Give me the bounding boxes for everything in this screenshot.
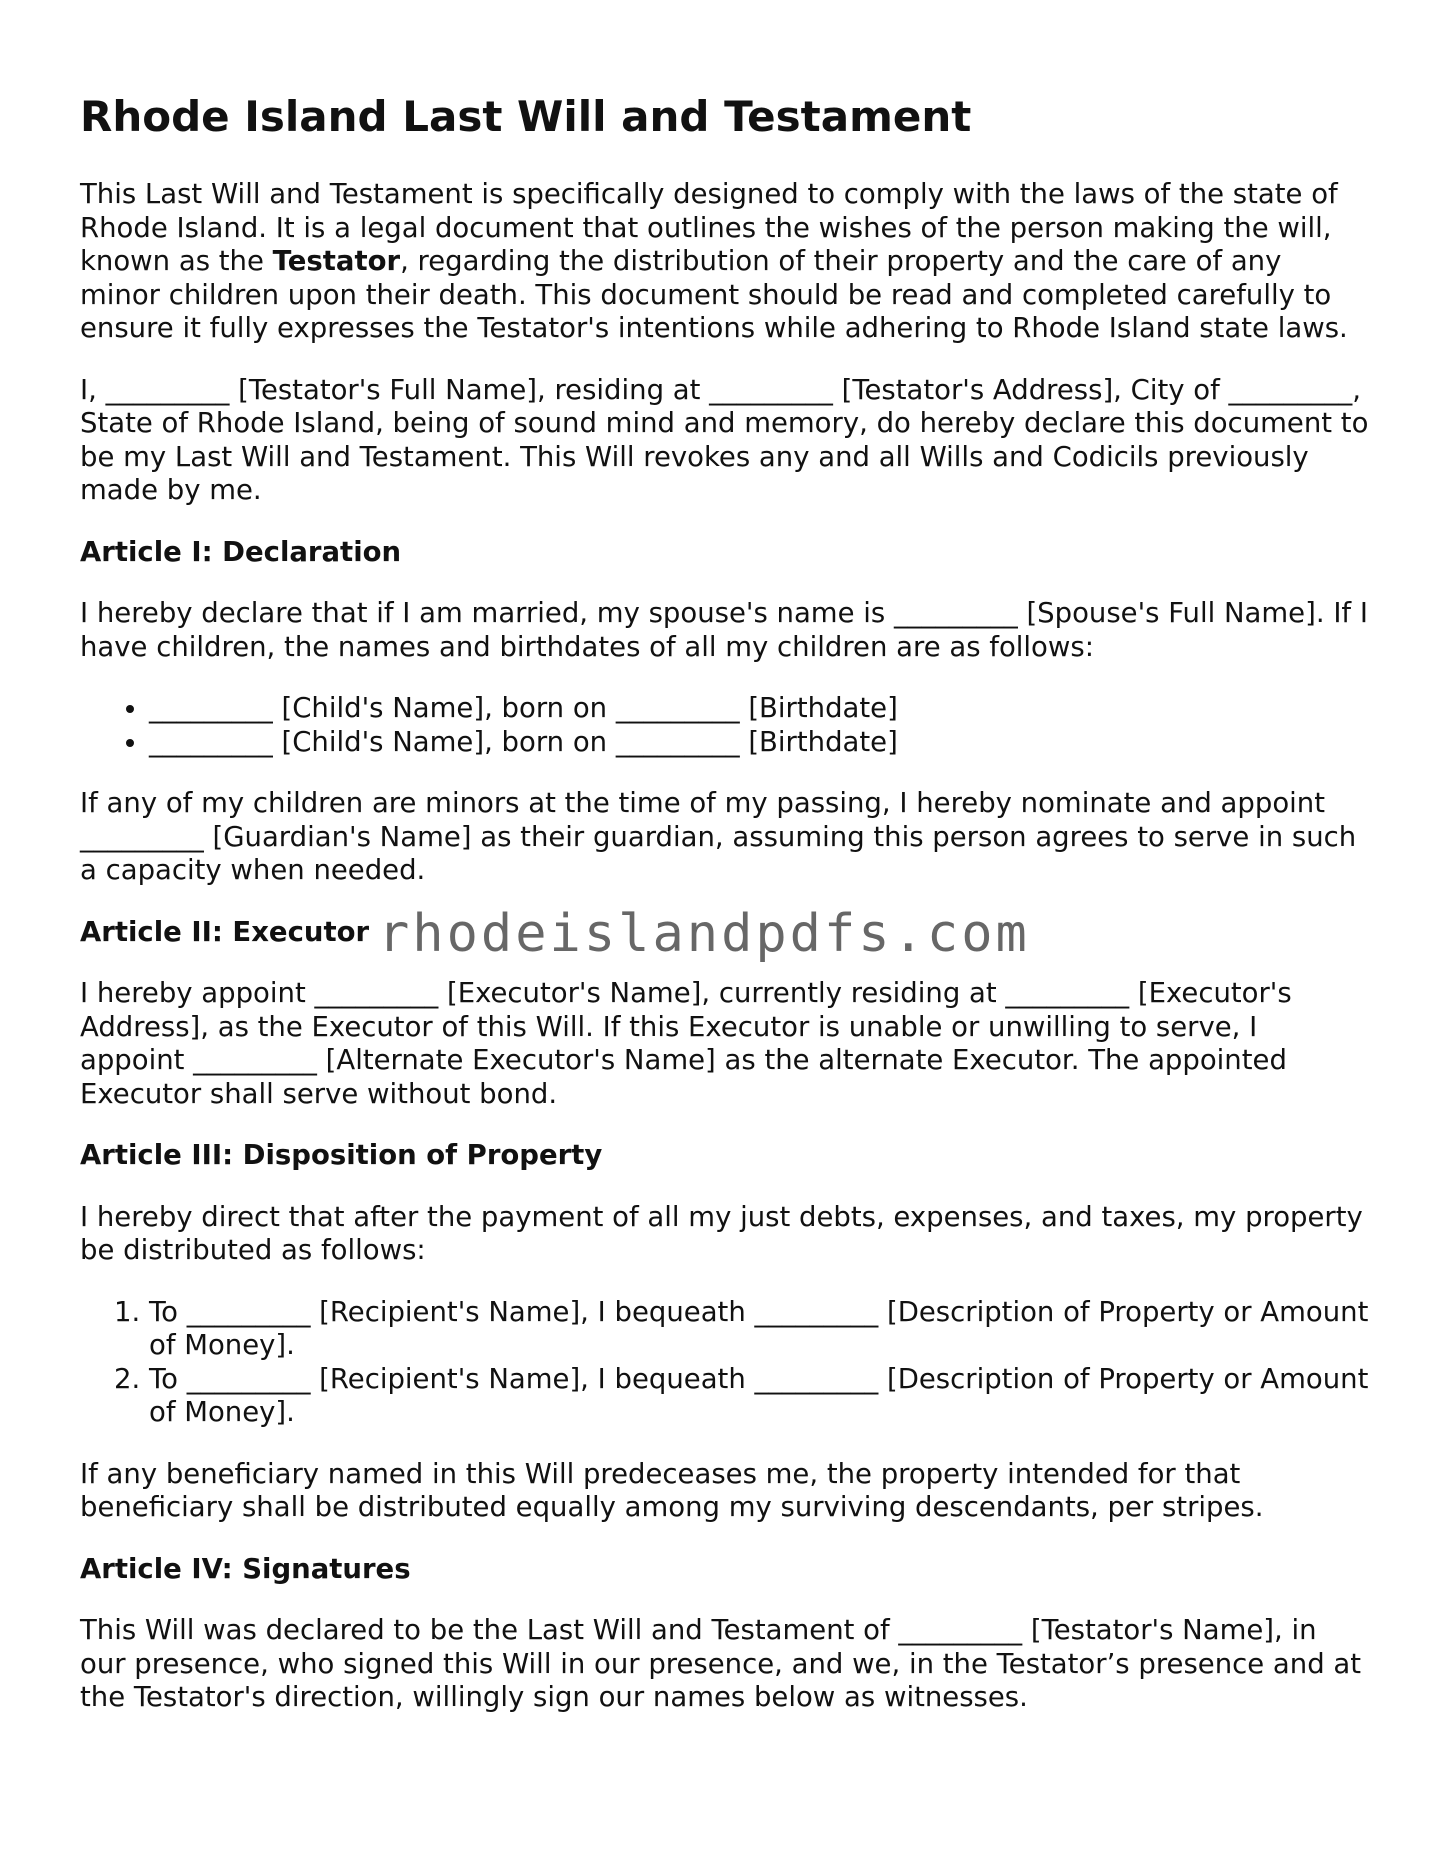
list-item: 1. To _________ [Recipient's Name], I bequeath _________ [Description of Property or Amount of Money]. bbox=[149, 1296, 1370, 1363]
children-list bbox=[80, 692, 1370, 759]
list-item: • _________ [Child's Name], born on _________ [Birthdate] bbox=[149, 692, 1370, 726]
article-1-heading: Article I: Declaration bbox=[80, 535, 402, 568]
document-page bbox=[80, 92, 1370, 1743]
intro-text-end: , regarding the distribution of their property and the care of any minor children upon their death. This document should be read and completed carefully to ensure it fully expresses the Testator's intentions while adhering to Rhode Island state laws. bbox=[80, 245, 1348, 345]
bequests-list bbox=[80, 1296, 1370, 1430]
list-item: 2. To _________ [Recipient's Name], I bequeath _________ [Description of Property or Amount of Money]. bbox=[149, 1363, 1370, 1430]
intro-text-start: This Last Will and Testament is specifically designed to comply with the laws of the state of Rhode Island. It is a legal document that outlines the wishes of the person making the will, known as the bbox=[80, 178, 1338, 278]
article-2-heading: Article II: Executor bbox=[80, 915, 370, 948]
list-item: • _________ [Child's Name], born on _________ [Birthdate] bbox=[149, 726, 1370, 760]
article-3-heading: Article III: Disposition of Property bbox=[80, 1139, 603, 1172]
testator-term: Testator bbox=[272, 245, 401, 278]
article-3-paragraph-1: I hereby direct that after the payment of all my just debts, expenses, and taxes, my property be distributed as follows: bbox=[80, 1200, 1363, 1267]
page-title: Rhode Island Last Will and Testament bbox=[80, 92, 972, 141]
article-4-heading: Article IV: Signatures bbox=[80, 1552, 411, 1585]
article-4-paragraph: This Will was declared to be the Last Will and Testament of _________ [Testator's Name], in our presence, who signed this Will in our presence, and we, in the Testator’s presence and at the Testator's direction, willingly sign our names below as witnesses. bbox=[80, 1614, 1362, 1714]
article-1-paragraph-1: I hereby declare that if I am married, my spouse's name is _________ [Spouse's Full Name]. If I have children, the names and birthdates of all my children are as follows: bbox=[80, 597, 1368, 663]
article-3-paragraph-2: If any beneficiary named in this Will predeceases me, the property intended for that beneficiary shall be distributed equally among my surviving descendants, per stripes. bbox=[80, 1457, 1264, 1524]
intro-paragraph bbox=[80, 178, 1370, 346]
declaration-paragraph: I, _________ [Testator's Full Name], residing at _________ [Testator's Address], City of _________, State of Rhode Island, being of sound mind and memory, do hereby declare this document to be my Last Will and Testament. This Will revokes any and all Wills and Codicils previously made by me. bbox=[80, 373, 1369, 507]
watermark: rhodeislandpdfs.com bbox=[378, 904, 1030, 964]
article-1-paragraph-2: If any of my children are minors at the time of my passing, I hereby nominate and appoint _________ [Guardian's Name] as their guardian, assuming this person agrees to serve in such a capacity when needed. bbox=[80, 787, 1357, 887]
article-2-paragraph: I hereby appoint _________ [Executor's Name], currently residing at _________ [Executor's Address], as the Executor of this Will. If this Executor is unable or unwilling to serve, I appoint _________ [Alternate Executor's Name] as the alternate Executor. The appointed Executor shall serve without bond. bbox=[80, 977, 1292, 1110]
